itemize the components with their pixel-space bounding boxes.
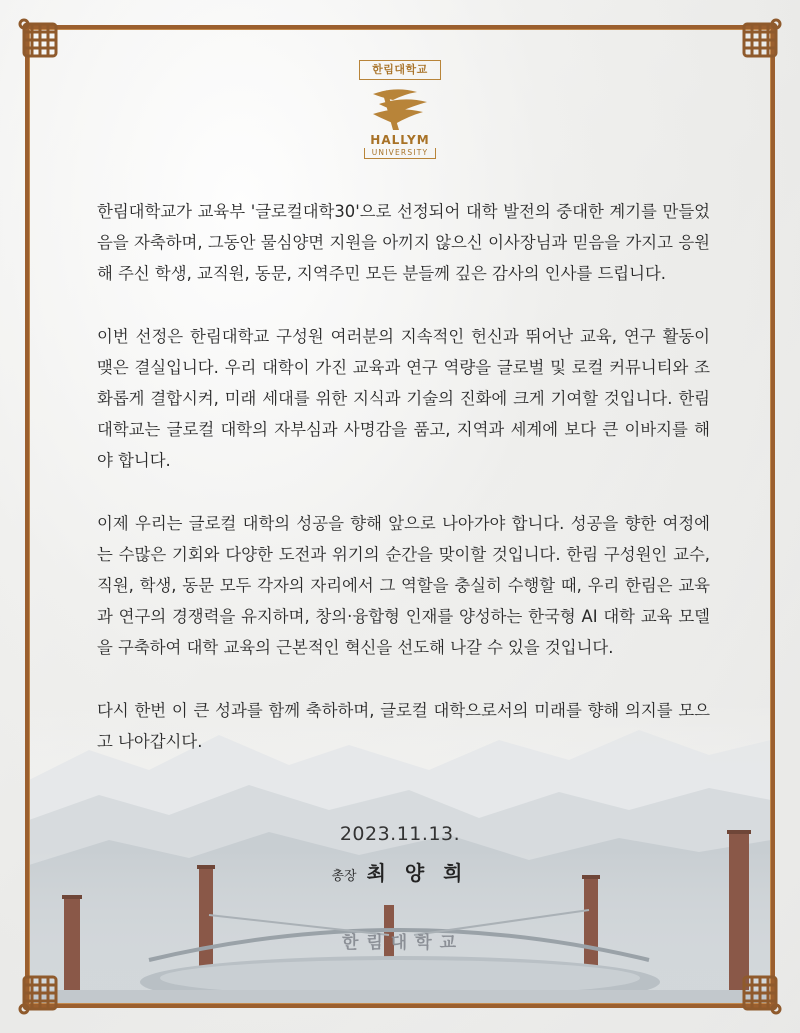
hallym-university-logo (355, 60, 445, 170)
corner-knot-ornament-icon (738, 971, 782, 1015)
letter-body (97, 196, 710, 788)
signer-name: 최 양 희 (366, 861, 469, 885)
logo-korean-name: 한림대학교 (359, 60, 441, 80)
logo-english-name: HALLYM (370, 133, 430, 147)
signature-block (0, 857, 800, 886)
corner-knot-ornament-icon (738, 18, 782, 62)
letter-paragraph: 다시 한번 이 큰 성과를 함께 축하하며, 글로컬 대학으로서의 미래를 향해 의지를 모으고 나아갑시다. (97, 700, 710, 751)
letter-paragraph: 이제 우리는 글로컬 대학의 성공을 향해 앞으로 나아가야 합니다. 성공을 향한 여정에는 수많은 기회와 다양한 도전과 위기의 순간을 맞이할 것입니다. 한림 구성원인 교수, 직원, 학생, 동문 모두 각자의 자리에서 그 역할을 충실히 수행할 때, 우리 한림은 교육과 연구의 경쟁력을 유지하며, 창의·융합형 인재를 양성하는 한국형 AI 대학 교육 모델을 구축하여 대학 교육의 근본적인 혁신을 선도해 나갈 수 있을 것입니다. (97, 513, 710, 658)
letter-paragraph: 이번 선정은 한림대학교 구성원 여러분의 지속적인 헌신과 뛰어난 교육, 연구 활동이 맺은 결실입니다. 우리 대학이 가진 교육과 연구 역량을 글로벌 및 로컬 커뮤니티와 조화롭게 결합시켜, 미래 세대를 위한 지식과 기술의 진화에 크게 기여할 것입니다. 한림대학교는 글로컬 대학의 자부심과 사명감을 품고, 지역과 세계에 보다 큰 이바지를 해야 합니다. (97, 326, 710, 471)
corner-knot-ornament-icon (18, 18, 62, 62)
logo-university-label: UNIVERSITY (364, 148, 436, 159)
logo-wing-emblem-icon (365, 84, 435, 134)
signer-title: 총장 (331, 869, 357, 884)
campus-sign-engraving: 한림대학교 (341, 933, 465, 953)
letter-date: 2023.11.13. (339, 823, 461, 845)
corner-knot-ornament-icon (18, 971, 62, 1015)
letter-paragraph: 한림대학교가 교육부 '글로컬대학30'으로 선정되어 대학 발전의 중대한 계기를 만들었음을 자축하며, 그동안 물심양면 지원을 아끼지 않으신 이사장님과 믿음을 가지고 응원해 주신 학생, 교직원, 동문, 지역주민 모든 분들께 깊은 감사의 인사를 드립니다. (97, 202, 710, 284)
